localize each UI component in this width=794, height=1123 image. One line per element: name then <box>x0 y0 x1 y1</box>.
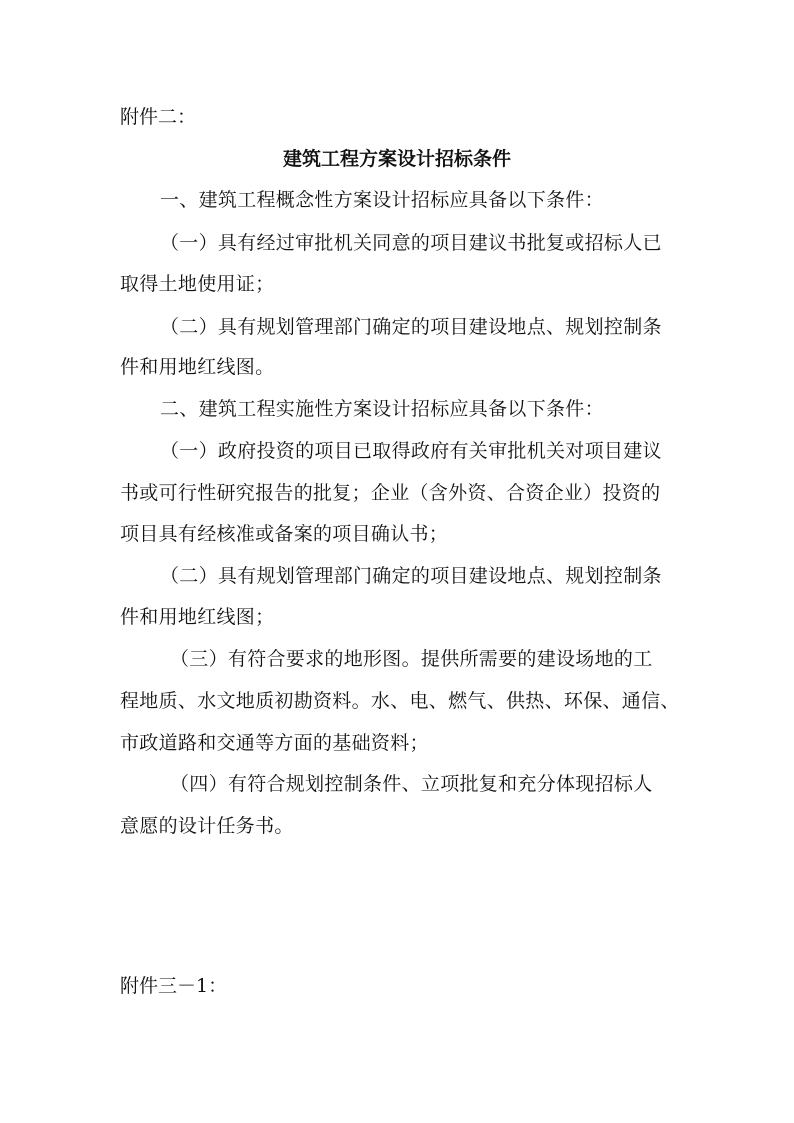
paragraph-line: （二）具有规划管理部门确定的项目建设地点、规划控制条 <box>160 316 662 338</box>
paragraph-line: 书或可行性研究报告的批复；企业（含外资、合资企业）投资的 <box>120 482 661 504</box>
paragraph-line: （一）政府投资的项目已取得政府有关审批机关对项目建议 <box>160 440 662 462</box>
paragraph-line: （二）具有规划管理部门确定的项目建设地点、规划控制条 <box>160 565 662 587</box>
paragraph-line: （一）具有经过审批机关同意的项目建议书批复或招标人已 <box>160 232 662 254</box>
paragraph-line: 项目具有经核准或备案的项目确认书； <box>120 523 449 545</box>
paragraph-line: 程地质、水文地质初勘资料。水、电、燃气、供热、环保、通信、 <box>120 690 680 712</box>
attachment-three-label: 附件三－1： <box>120 975 228 997</box>
section-two-heading: 二、建筑工程实施性方案设计招标应具备以下条件： <box>160 398 604 420</box>
section-one-heading: 一、建筑工程概念性方案设计招标应具备以下条件： <box>160 189 604 211</box>
document-title: 建筑工程方案设计招标条件 <box>282 148 511 170</box>
paragraph-line: （三）有符合要求的地形图。提供所需要的建设场地的工 <box>170 648 653 670</box>
paragraph-line: （四）有符合规划控制条件、立项批复和充分体现招标人 <box>170 773 653 795</box>
paragraph-line: 件和用地红线图。 <box>120 356 275 378</box>
paragraph-line: 意愿的设计任务书。 <box>120 815 294 837</box>
paragraph-line: 市政道路和交通等方面的基础资料； <box>120 732 429 754</box>
attachment-two-label: 附件二： <box>120 106 197 128</box>
paragraph-line: 件和用地红线图； <box>120 606 275 628</box>
paragraph-line: 取得土地使用证； <box>120 273 275 295</box>
